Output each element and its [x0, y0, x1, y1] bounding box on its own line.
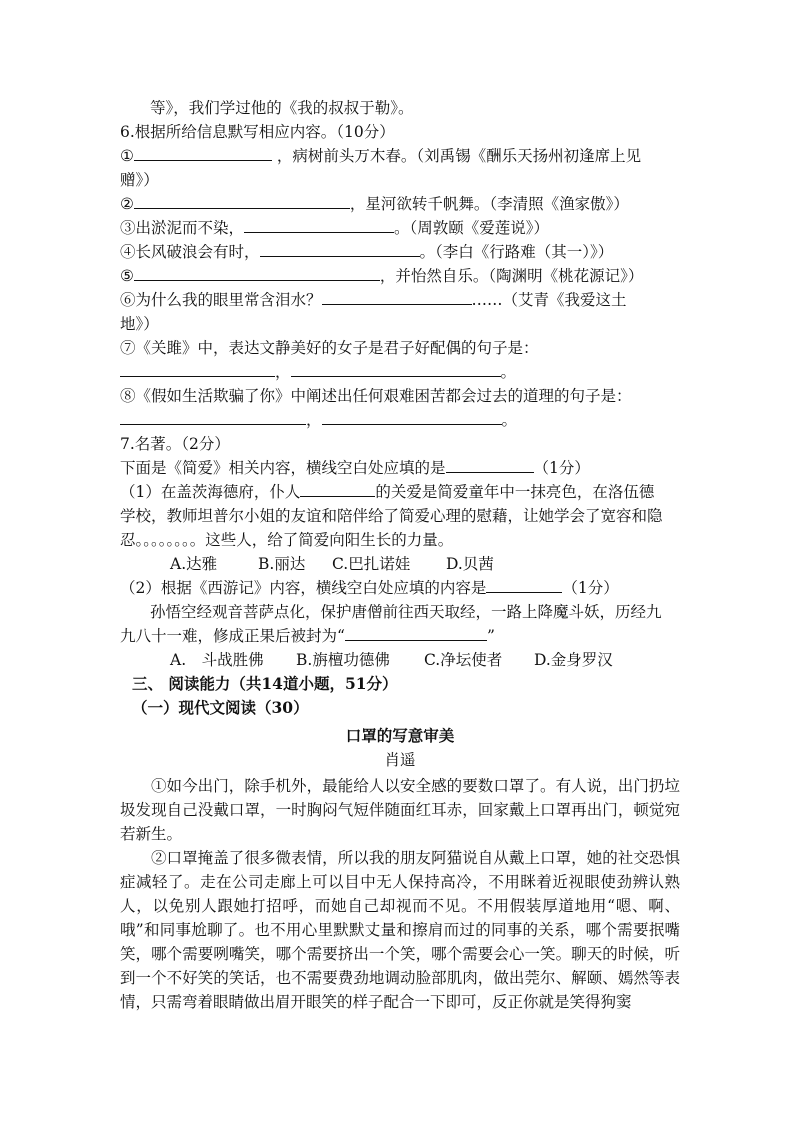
q7-part2-score: （1分） [562, 579, 619, 597]
q6-item3-head: ③出淤泥而不染， [120, 219, 245, 237]
q6-item3 [120, 216, 680, 240]
q7-part2-para-line1: 孙悟空经观音菩萨点化，保护唐僧前往西天取经，一路上降魔斗妖，历经九 [150, 603, 662, 621]
exam-page [120, 96, 680, 1014]
article-title: 口罩的写意审美 [345, 726, 455, 745]
q6-item2-tail: ，星河欲转千帆舞。（李清照《渔家傲》） [349, 195, 629, 213]
q7-part1-blank[interactable] [446, 456, 534, 473]
q6-heading: 6.根据所给信息默写相应内容。（10分） [120, 123, 395, 141]
q7-part2-options [120, 648, 680, 672]
q7-part1-para-line2: 学校，教师坦普尔小姐的友谊和陪伴给了简爱心理的慰藉，让她学会了宽容和隐 [120, 507, 663, 525]
q6-item7-end: 。 [500, 363, 517, 381]
q7-part2-para-b-end: ” [486, 627, 495, 645]
q6-item4 [120, 240, 680, 264]
q7-part2-option-c[interactable]: C.净坛使者 [424, 651, 503, 669]
q7-part1-inline-blank[interactable] [300, 480, 375, 497]
q7-part2-para-b: 九八十一难，修成正果后被封为“ [120, 627, 345, 645]
q7-part1-score: （1分） [533, 459, 590, 477]
article-paragraph-2: ②口罩掩盖了很多微表情，所以我的朋友阿猫说自从戴上口罩，她的社交恐惧症减轻了。走在公司走廊上可以目中无人保持高冷，不用眯着近视眼使劲辨认熟人，以免别人跟她打招呼，而她自己却视而不见。不用假装厚道地用“嗯、啊、哦”和同事尬聊了。也不用心里默默丈量和擦肩而过的同事的关系，哪个需要抿嘴笑，哪个需要咧嘴笑，哪个需要挤出一个笑，哪个需要会心一笑。聊天的时候，听到一个不好笑的笑话，也不需要费劲地调动脸部肌肉，做出莞尔、解颐、嫣然等表情，只需弯着眼睛做出眉开眼笑的样子配合一下即可，反正你就是笑得狗窦 [120, 849, 680, 1011]
q7-part1-para-a: （1）在盖茨海德府，仆人 [120, 483, 301, 501]
intro-line: 等》，我们学过他的《我的叔叔于勒》。 [150, 99, 414, 117]
q6-item6 [120, 288, 680, 312]
q7-part2-option-b[interactable]: B.旃檀功德佛 [296, 651, 390, 669]
q7-part1-option-a[interactable]: A.达雅 [170, 555, 218, 573]
section3-heading: 三、 阅读能力（共14道小题，51分） [132, 674, 398, 693]
q7-part1-option-c[interactable]: C.巴扎诺娃 [332, 555, 411, 573]
q6-item7-sep: ， [275, 363, 291, 381]
q6-item8-end: 。 [501, 411, 518, 429]
q6-item5 [120, 264, 680, 288]
q6-item7-blank1[interactable] [120, 360, 275, 377]
q6-item7-text: ⑦《关雎》中，表达文静美好的女子是君子好配偶的句子是： [120, 339, 539, 357]
q7-part2-option-a[interactable]: A. 斗战胜佛 [170, 651, 264, 669]
q6-item5-num: ⑤ [120, 267, 134, 285]
q6-item7-blank2[interactable] [291, 360, 501, 377]
q7-part2-prompt [120, 576, 680, 600]
q6-item4-blank[interactable] [260, 240, 420, 257]
q7-part1-prompt [120, 456, 680, 480]
q6-item1-cont: 赠》） [120, 171, 159, 189]
q6-item1-tail: ，病树前头万木春。（刘禹锡《酬乐天扬州初逢席上见 [276, 147, 642, 165]
q6-item8-text: ⑧《假如生活欺骗了你》中阐述出任何艰难困苦都会过去的道理的句子是： [120, 387, 632, 405]
q6-item6-head: ⑥为什么我的眼里常含泪水？ [120, 291, 322, 309]
q6-item3-tail: 。（周敦颐《爱莲说》） [394, 219, 550, 237]
article-author: 肖遥 [384, 751, 416, 769]
q6-item2 [120, 192, 680, 216]
q6-item4-tail: 。（李白《行路难（其一）》） [419, 243, 614, 261]
q6-item1-num: ① [120, 147, 134, 165]
q6-item5-tail: ，并怡然自乐。（陶渊明《桃花源记》） [379, 267, 644, 285]
q7-part1-para-line3: 忍。。。。。。。。这些人，给了简爱向阳生长的力量。 [120, 531, 454, 549]
q6-item3-blank[interactable] [244, 216, 394, 233]
q7-heading: 7.名著。（2分） [120, 435, 230, 453]
q7-part1-para-b: 的关爱是简爱童年中一抹亮色，在洛伍德 [375, 483, 655, 501]
q6-item6-blank[interactable] [322, 288, 472, 305]
q6-item1 [120, 144, 680, 168]
article-paragraph-1: ①如今出门，除手机外，最能给人以安全感的要数口罩了。有人说，出门扔垃圾发现自己没戴口罩，一时胸闷气短伴随面红耳赤，回家戴上口罩再出门，顿觉宛若新生。 [120, 777, 680, 843]
q6-item8-blank2[interactable] [322, 408, 502, 425]
q6-item8-answer [120, 408, 680, 432]
q6-item2-num: ② [120, 195, 134, 213]
q6-item1-blank[interactable] [134, 144, 272, 161]
q7-part1-options [120, 552, 680, 576]
q7-part1-prompt-text: 下面是《简爱》相关内容，横线空白处应填的是 [120, 459, 446, 477]
q6-item6-cont: 地》） [120, 315, 159, 333]
q6-item7-answer [120, 360, 680, 384]
q7-part2-inline-blank[interactable] [345, 624, 487, 641]
q7-part1-para-line1 [120, 480, 680, 504]
q6-item8-sep: ， [306, 411, 322, 429]
q6-item5-blank[interactable] [134, 264, 380, 281]
q7-part1-option-b[interactable]: B.丽达 [258, 555, 306, 573]
q6-item4-head: ④长风破浪会有时， [120, 243, 260, 261]
q7-part1-option-d[interactable]: D.贝茜 [446, 555, 494, 573]
q7-part2-option-d[interactable]: D.金身罗汉 [534, 651, 613, 669]
q6-item8-blank1[interactable] [120, 408, 306, 425]
q7-part2-para-line2 [120, 624, 680, 648]
section3-sub1: （一）现代文阅读（30） [132, 698, 309, 717]
q6-item2-blank[interactable] [134, 192, 350, 209]
q7-part2-blank[interactable] [486, 576, 562, 593]
q7-part2-prompt-text: （2）根据《西游记》内容，横线空白处应填的内容是 [120, 579, 487, 597]
q6-item6-tail: ……（艾青《我爱这土 [471, 291, 627, 309]
